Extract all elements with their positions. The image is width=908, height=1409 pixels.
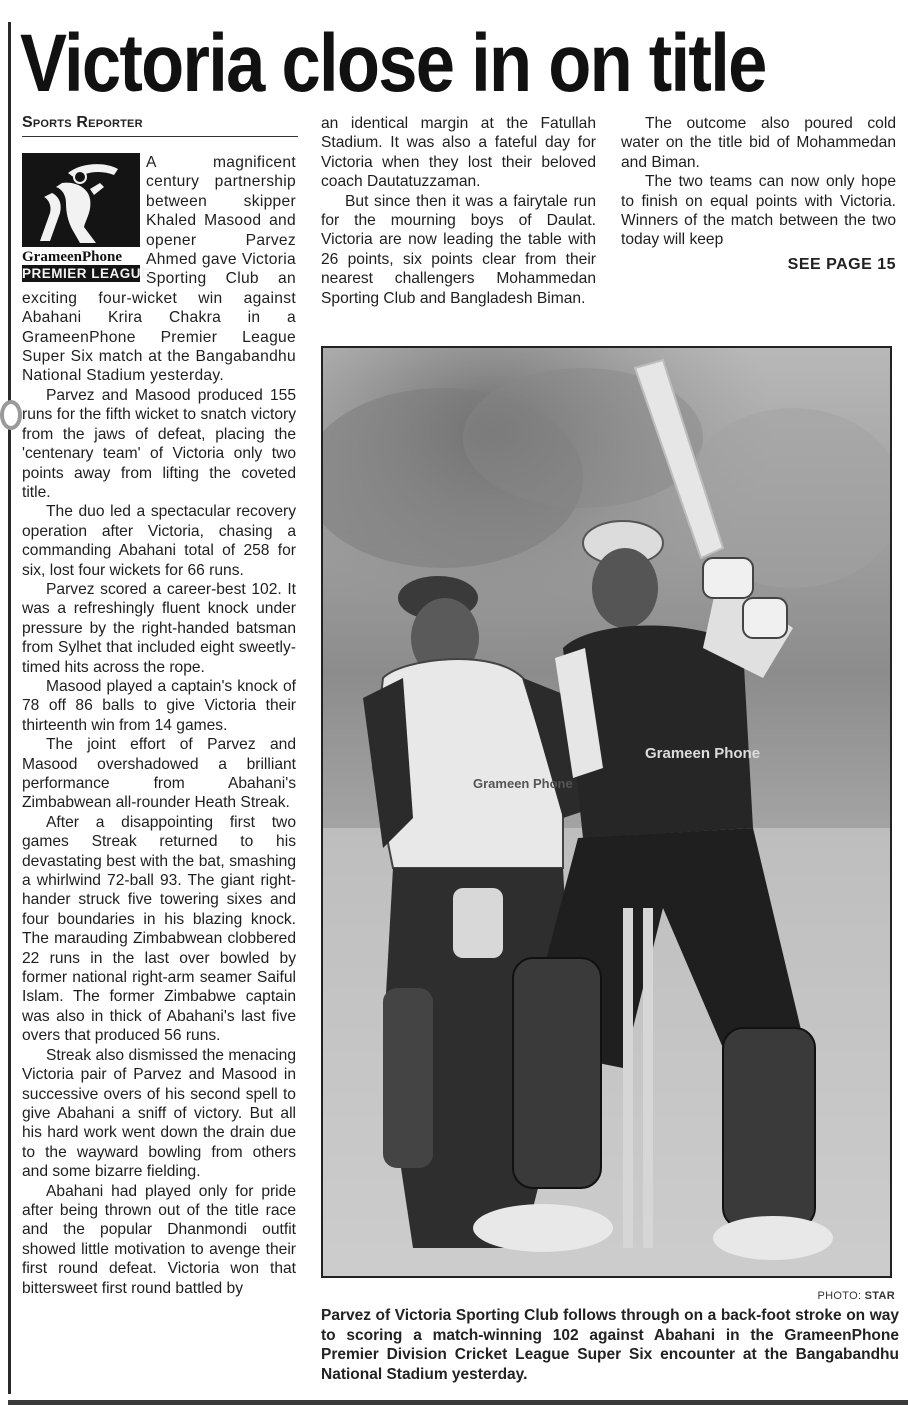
body-paragraph: The joint effort of Parvez and Masood overshadowed a brilliant performance from Abahani's Zimbabwean all-rounder Heath Streak. (22, 736, 296, 812)
logo-brand-text: GrameenPhone (22, 249, 122, 265)
article-column-3 (621, 114, 896, 250)
body-paragraph: Parvez scored a career-best 102. It was a refreshingly fluent knock under pressure by the right-handed batsman from Sylhet that included eight sweetly-timed hits across the rope. (22, 580, 296, 676)
cricket-photo (321, 346, 892, 1278)
byline: Sports Reporter (22, 114, 298, 137)
bottom-rule (8, 1400, 908, 1405)
batsman-jersey-text: Grameen Phone (645, 745, 761, 762)
photo-credit (780, 1290, 895, 1302)
left-column-rule (8, 22, 11, 1394)
body-paragraph: The duo led a spectacular recovery operation after Victoria, chasing a commanding Abahani total of 258 for six, lost four wickets for 66 runs. (22, 503, 296, 579)
intro-paragraph: A magnificent century partnership between skipper Khaled Masood and opener Parvez Ahmed gave Victoria Sporting Club an exciting four-wicket win against Abahani Krira Chakra in a GrameenPhone Premier League Super Six match at the Bangabandhu National Stadium yesterday. (22, 154, 296, 385)
body-paragraph: Parvez and Masood produced 155 runs for the fifth wicket to snatch victory from the jaws of defeat, placing the 'centenary team' of Victoria only two points away from lifting the coveted title. (22, 386, 296, 501)
see-page-jump-line: SEE PAGE 15 (787, 256, 896, 273)
body-paragraph: Masood played a captain's knock of 78 off 86 balls to give Victoria their thirteenth win from 14 games. (22, 677, 296, 734)
article-column-1 (22, 153, 296, 1298)
body-paragraph: Abahani had played only for pride after being thrown out of the title race and the popular Dhanmondi outfit showed little motivation to avenge their first round defeat. Victoria won that bittersweet first round battled by (22, 1182, 296, 1297)
logo-league-text: PREMIER LEAGUE (22, 266, 151, 281)
article-column-2 (321, 114, 596, 308)
body-paragraph: But since then it was a fairytale run for the mourning boys of Daulat. Victoria are now leading the table with 26 points, six points clear from their nearest challengers Mohammedan Sporting Club and Bangladesh Biman. (321, 192, 596, 307)
page-edge-hole-mark (0, 400, 22, 430)
photo-credit-source: STAR (864, 1290, 895, 1302)
batsman-silhouette-icon (22, 153, 140, 247)
photo-caption: Parvez of Victoria Sporting Club follows through on a back-foot stroke on way to scoring a match-winning 102 against Abahani in the GrameenPhone Premier Division Cricket League Super Six encounter at the Bangabandhu National Stadium yesterday. (321, 1307, 899, 1383)
body-paragraph: Streak also dismissed the menacing Victoria pair of Parvez and Masood in successive overs of his second spell to give Abahani a sniff of victory. But all his hard work went down the drain due to the wayward bowling from others and some bizarre fielding. (22, 1046, 296, 1181)
body-paragraph: After a disappointing first two games Streak returned to his devastating best with the bat, smashing a whirlwind 72-ball 93. The giant right-hander struck five towering sixes and four boundaries in his blazing knock. The marauding Zimbabwean clobbered 22 runs in the last over bowled by former national right-arm seamer Saiful Islam. The former Zimbabwe captain was also in thick of Abahani's last five overs that produced 56 runs. (22, 813, 296, 1045)
body-paragraph: The two teams can now only hope to finish on equal points with Victoria. Winners of the match between the two today will keep (621, 173, 896, 249)
grameenphone-premier-league-logo (22, 153, 151, 283)
photo-credit-label: PHOTO: (817, 1290, 862, 1302)
headline: Victoria close in on title (20, 18, 766, 109)
body-paragraph: The outcome also poured cold water on the title bid of Mohammedan and Biman. (621, 115, 896, 171)
keeper-jersey-text: Grameen Phone (473, 776, 573, 791)
cricketer-logo-mark (22, 153, 140, 247)
batsman-and-wicketkeeper-photo (323, 348, 890, 1276)
body-paragraph: an identical margin at the Fatullah Stadium. It was also a fateful day for Victoria when they lost their beloved coach Dautatuzzaman. (321, 115, 596, 191)
